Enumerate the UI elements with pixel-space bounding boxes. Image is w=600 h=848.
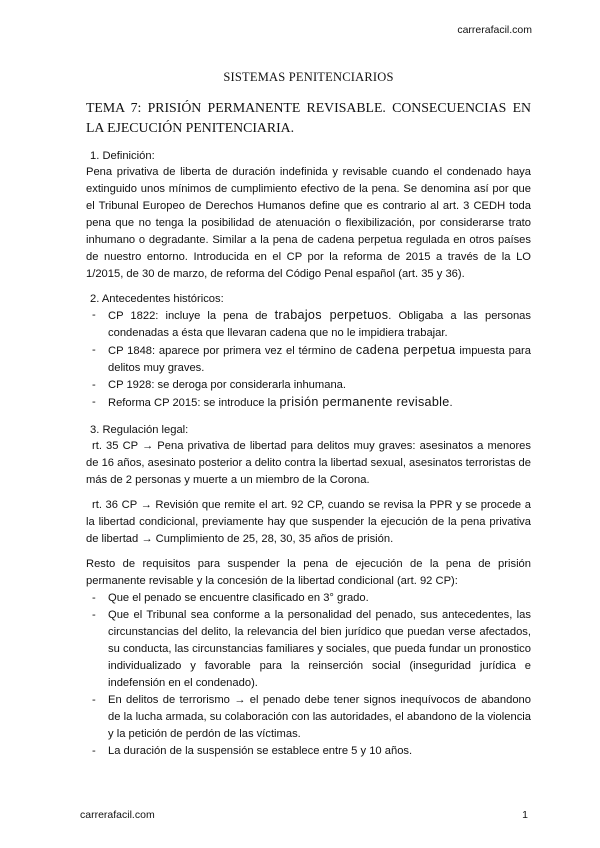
section-3-heading: 3. Regulación legal:	[90, 424, 189, 436]
history-item: - Reforma CP 2015: se introduce la prisión permanente revisable.	[86, 394, 531, 412]
history-item: - CP 1848: aparece por primera vez el término de cadena perpetua impuesta para delitos muy graves.	[86, 342, 531, 377]
header-site-name: carrerafacil.com	[457, 24, 532, 36]
requirement-item: - Que el penado se encuentre clasificado en 3° grado.	[86, 590, 531, 607]
requirement-item: - Que el Tribunal sea conforme a la personalidad del penado, sus antecedentes, las circunstancias del delito, la relevancia del bien jurídico que puedan verse afectados, su conducta, las circunstancias familiares y sociales, que pueda fundar un pronostico individualizado y favorable para la reinserción social (inseguridad jurídica e indefensión en el condenado).	[86, 607, 531, 692]
document-body	[86, 70, 531, 760]
page-number: 1	[522, 809, 528, 821]
topic-heading: TEMA 7: PRISIÓN PERMANENTE REVISABLE. CONSECUENCIAS EN LA EJECUCIÓN PENITENCIARIA.	[86, 100, 531, 135]
requirement-item: - La duración de la suspensión se establece entre 5 y 10 años.	[86, 743, 531, 760]
section-2-heading: 2. Antecedentes históricos:	[90, 293, 224, 305]
article-35-paragraph: rt. 35 CP → Pena privativa de libertad para delitos muy graves: asesinatos a menores de 16 años, asesinato posterior a delito contra la libertad sexual, asesinatos terroristas de más de 2 personas y muerte a un miembro de la Corona.	[86, 440, 531, 486]
history-item: - CP 1822: incluye la pena de trabajos perpetuos. Obligaba a las personas condenadas a ésta que llevaran cadena que no le impidiera trabajar.	[86, 307, 531, 342]
requirements-list	[86, 590, 531, 760]
section-1-text: Pena privativa de liberta de duración indefinida y revisable cuando el condenado haya extinguido unos mínimos de cumplimiento efectivo de la pena. Se denomina así por que el Tribunal Europeo de Derechos Humanos define que es contrario al art. 3 CEDH toda pena que no tenga la posibilidad de atenuación o flexibilización, por considerarse trato inhumano o degradante. Similar a la pena de cadena perpetua regulada en otros países de nuestro entorno. Introducida en el CP por la reforma de 2015 a través de la LO 1/2015, de 30 de marzo, de reforma del Código Penal español (art. 35 y 36).	[86, 166, 531, 280]
section-1-heading: 1. Definición:	[90, 150, 155, 162]
history-item: - CP 1928: se deroga por considerarla inhumana.	[86, 377, 531, 394]
requirements-intro: Resto de requisitos para suspender la pena de ejecución de la pena de prisión permanente revisable y la concesión de la libertad condicional (art. 92 CP):	[86, 558, 531, 587]
footer-site-name: carrerafacil.com	[80, 809, 155, 821]
requirement-item: - En delitos de terrorismo → el penado debe tener signos inequívocos de abandono de la lucha armada, su colaboración con las autoridades, el abandono de la violencia y la petición de perdón de las víctimas.	[86, 692, 531, 743]
document-title: SISTEMAS PENITENCIARIOS	[223, 70, 394, 84]
article-36-paragraph: rt. 36 CP → Revisión que remite el art. 92 CP, cuando se revisa la PPR y se procede a la libertad condicional, previamente hay que suspender la ejecución de la pena privativa de libertad → Cumplimiento de 25, 28, 30, 35 años de prisión.	[86, 499, 531, 545]
history-list	[86, 307, 531, 412]
